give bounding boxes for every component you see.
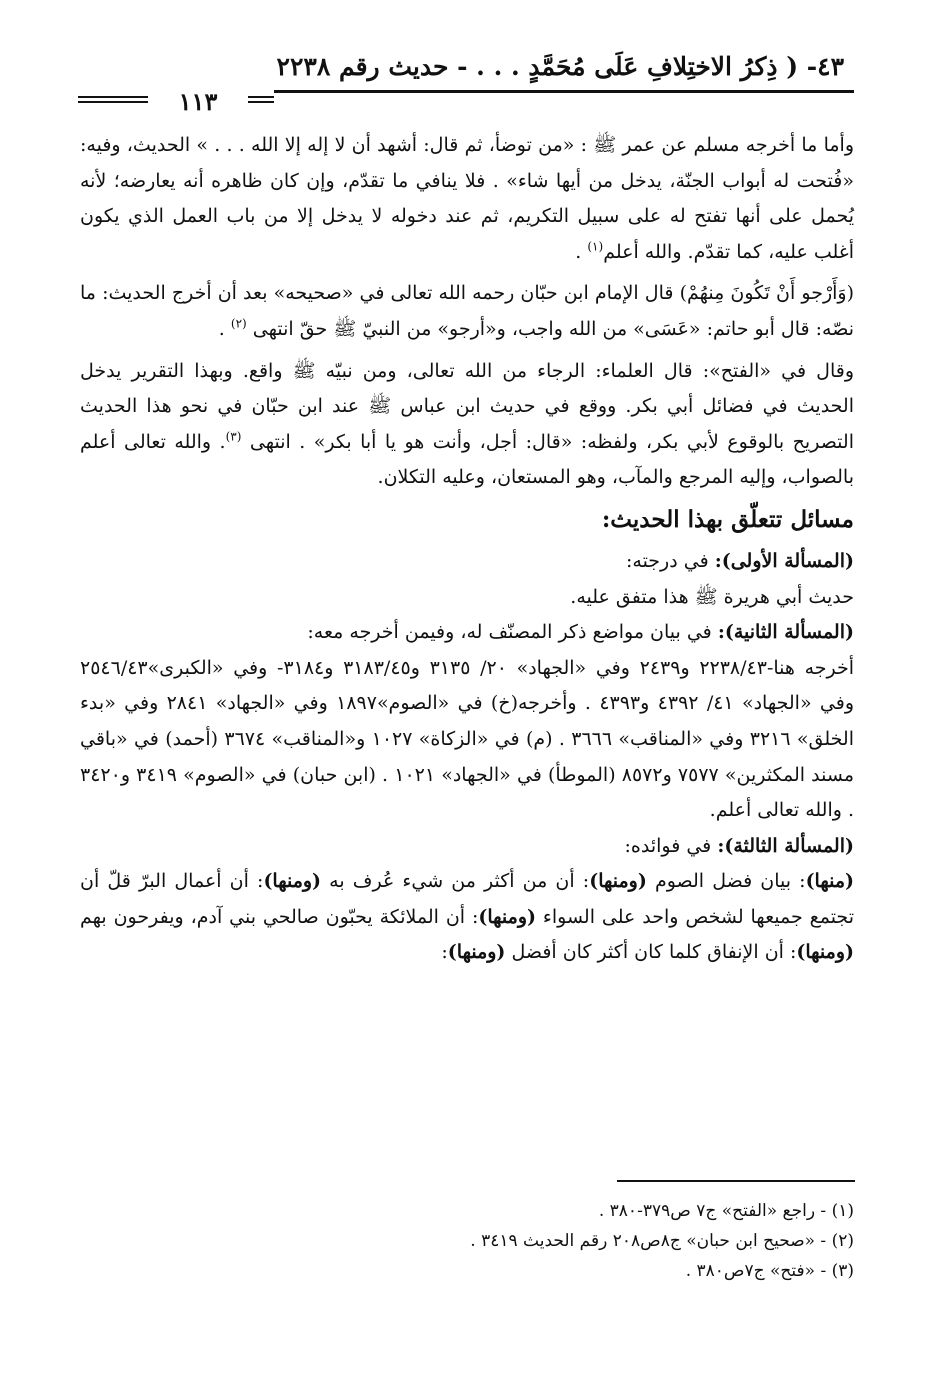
footnote-ref: (٣) bbox=[225, 429, 242, 444]
footnotes bbox=[80, 1196, 854, 1286]
page-header bbox=[78, 52, 854, 116]
footnote: (١) - راجع «الفتح» ج٧ ص٣٧٩-٣٨٠ . bbox=[598, 1201, 854, 1221]
footnote-ref: (٢) bbox=[230, 316, 247, 331]
question-heading: (المسألة الثالثة): في فوائده: bbox=[624, 834, 854, 857]
main-text bbox=[80, 128, 854, 971]
section-heading: مسائل تتعلّق بهذا الحديث: bbox=[601, 505, 854, 533]
footnote: (٣) - «فتح» ج٧ص٣٨٠ . bbox=[685, 1261, 854, 1281]
question-heading: (المسألة الأولى): في درجته: bbox=[625, 549, 854, 572]
question-body: (منها): بيان فضل الصوم (ومنها): أن من أكثر من شيء عُرف به (ومنها): أن أعمال البرّ قلّ أن تجتمع جميعها لشخص واحد على السواء (ومنها): أن الملائكة يحبّون صالحي بني آدم، ويفرحون بهم (ومنها): أن الإنفاق كلما كان أكثر كان أفضل (ومنها): bbox=[80, 870, 854, 964]
question-label: (المسألة الثالثة): bbox=[717, 834, 854, 857]
footnote-ref: (١) bbox=[587, 239, 604, 254]
footnote: (٢) - «صحيح ابن حبان» ج٨ص٢٠٨ رقم الحديث ٣٤١٩ . bbox=[470, 1231, 854, 1251]
paragraph: وأما ما أخرجه مسلم عن عمر ﷺ : «من توضأ، ثم قال: أشهد أن لا إله إلا الله . . . » الحديث، وفيه: «فُتحت له أبواب الجنّة، يدخل من أيها شاء» . فلا ينافي ما تقدّم، وإن كان ظاهره أنه يعارضه؛ لأنه يُحمل على أنها تفتح له على سبيل التكريم، ثم عند دخوله لا يدخل إلا من باب العمل الذي يكون أغلب عليه، كما تقدّم. والله أعلم$^{(١)}$ . bbox=[80, 134, 854, 263]
paragraph: وقال في «الفتح»: قال العلماء: الرجاء من الله تعالى، ومن نبيّه ﷺ واقع. وبهذا التقرير يدخل الحديث في فضائل أبي بكر. ووقع في حديث ابن عباس ﷺ عند ابن حبّان في نحو هذا الحديث التصريح بالوقوع لأبي بكر، ولفظه: «قال: أجل، وأنت هو يا أبا بكر» . انتهى $^{(٣)}$. والله تعالى أعلم بالصواب، وإليه المرجع والمآب، وهو المستعان، وعليه التكلان. bbox=[80, 359, 854, 489]
paragraph: (وَأَرْجو أَنْ تَكُونَ مِنهُمْ) قال الإمام ابن حبّان رحمه الله تعالى في «صحيحه» بعد أن أخرج الحديث: ما نصّه: قال أبو حاتم: «عَسَى» من الله واجب، و«أرجو» من النبيّ ﷺ حقّ انتهى $^{(٢)}$ . bbox=[80, 282, 854, 340]
question-label: (المسألة الأولى): bbox=[714, 549, 854, 572]
question-body: أخرجه هنا-٢٢٣٨/٤٣ و٢٤٣٩ وفي «الجهاد» ٢٠/ ٣١٣٥ و٣١٨٣/٤٥ و٣١٨٤- وفي «الكبرى»٢٥٤٦/٤٣ وفي «الجهاد» ٤١/ ٤٣٩٢ و٤٣٩٣ . وأخرجه(خ) في «الصوم»١٨٩٧ وفي «الجهاد» ٢٨٤١ وفي «بدء الخلق» ٣٢١٦ وفي «المناقب» ٣٦٦٦ . (م) في «الزكاة» ١٠٢٧ و«المناقب» ٣٦٧٤ (أحمد) في «باقي مسند المكثرين» ٧٥٧٧ و٨٥٧٢ (الموطأ) في «الجهاد» ١٠٢١ . (ابن حبان) في «الصوم» ٣٤١٩ و٣٤٢٠ . والله تعالى أعلم. bbox=[80, 656, 855, 822]
footnote-separator bbox=[617, 1180, 855, 1182]
question-label: (المسألة الثانية): bbox=[717, 621, 854, 644]
question-body: حديث أبي هريرة ﷺ هذا متفق عليه. bbox=[570, 585, 854, 608]
question-heading: (المسألة الثانية): في بيان مواضع ذكر المصنّف له، وفيمن أخرجه معه: bbox=[307, 621, 854, 644]
header-rule bbox=[274, 90, 854, 93]
page-number-rule-left bbox=[78, 96, 148, 106]
running-head: ٤٣- ( ذِكرُ الاختِلافِ عَلَى مُحَمَّدٍ . . . - حديث رقم ٢٢٣٨ bbox=[276, 52, 844, 81]
page-number-rule-right bbox=[248, 96, 274, 106]
page-number: ١١٣ bbox=[178, 87, 218, 116]
